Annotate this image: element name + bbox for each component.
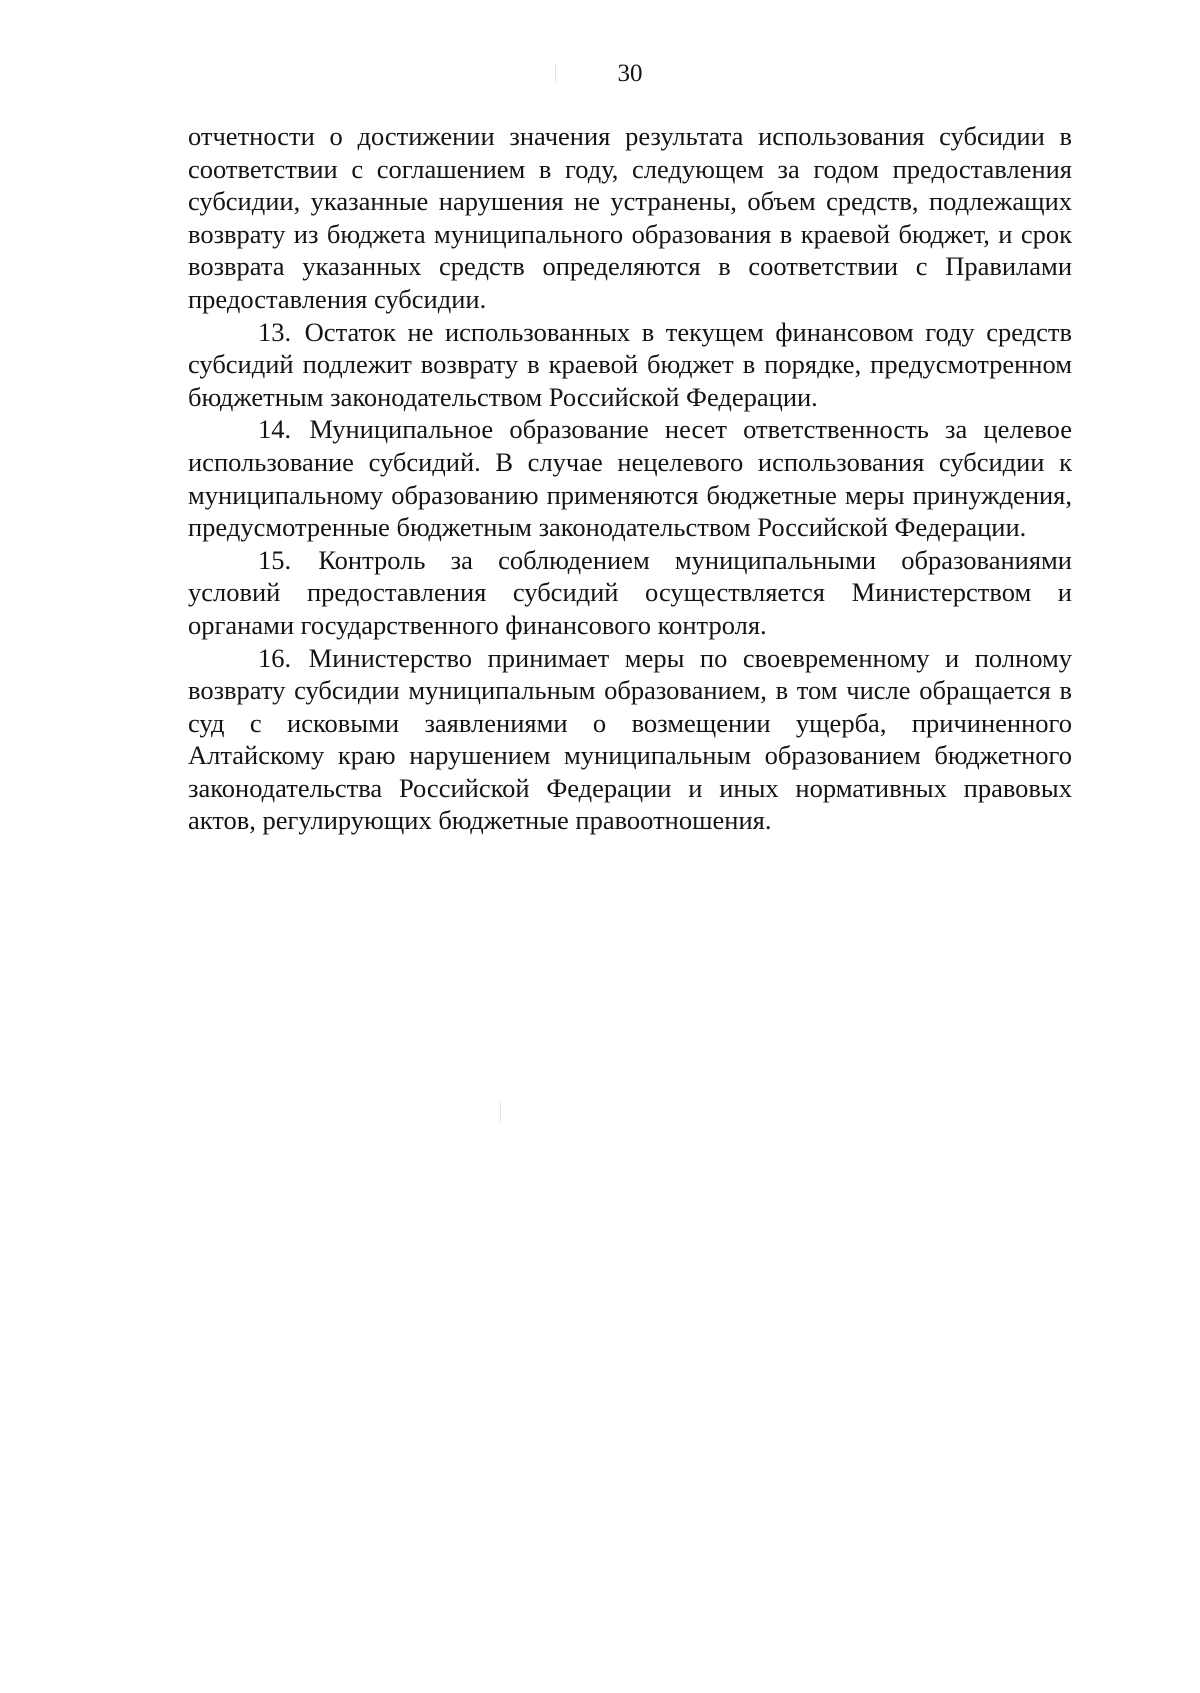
paragraph-16 bbox=[188, 642, 1072, 838]
paragraph-number: 14. bbox=[258, 414, 292, 445]
paragraph-continuation bbox=[188, 120, 1072, 316]
paragraph-text: Муниципальное образование несет ответственность за целевое использование субсидий. В случае нецелевого использования субсидии к муниципальному образованию применяются бюджетные меры принуждения, предусмотренные бюджетным законодательством Российской Федерации. bbox=[188, 414, 1072, 543]
scan-speck bbox=[500, 1102, 501, 1122]
paragraph-14 bbox=[188, 413, 1072, 543]
paragraph-text: отчетности о достижении значения результата использования субсидии в соответствии с соглашением в году, следующем за годом предоставления субсидии, указанные нарушения не устранены, объем средств, подлежащих возврату из бюджета муниципального образования в краевой бюджет, и срок возврата указанных средств определяются в соответствии с Правилами предоставления субсидии. bbox=[188, 121, 1072, 314]
paragraph-number: 16. bbox=[258, 642, 292, 673]
paragraph-number: 13. bbox=[258, 316, 292, 347]
paragraph-text: Контроль за соблюдением муниципальными образованиями условий предоставления субсидий осуществляется Министерством и органами государственного финансового контроля. bbox=[188, 544, 1072, 640]
document-body bbox=[188, 120, 1072, 837]
paragraph-number: 15. bbox=[258, 544, 292, 575]
scan-speck bbox=[555, 64, 556, 82]
page-number: 30 bbox=[617, 60, 643, 87]
paragraph-text: Остаток не использованных в текущем финансовом году средств субсидий подлежит возврату в краевой бюджет в порядке, предусмотренном бюджетным законодательством Российской Федерации. bbox=[188, 316, 1072, 412]
paragraph-15 bbox=[188, 544, 1072, 642]
paragraph-text: Министерство принимает меры по своевременному и полному возврату субсидии муниципальным образованием, в том числе обращается в суд с исковыми заявлениями о возмещении ущерба, причиненного Алтайскому краю нарушением муниципальным образованием бюджетного законодательства Российской Федерации и иных нормативных правовых актов, регулирующих бюджетные правоотношения. bbox=[188, 642, 1073, 836]
paragraph-13 bbox=[188, 316, 1072, 414]
